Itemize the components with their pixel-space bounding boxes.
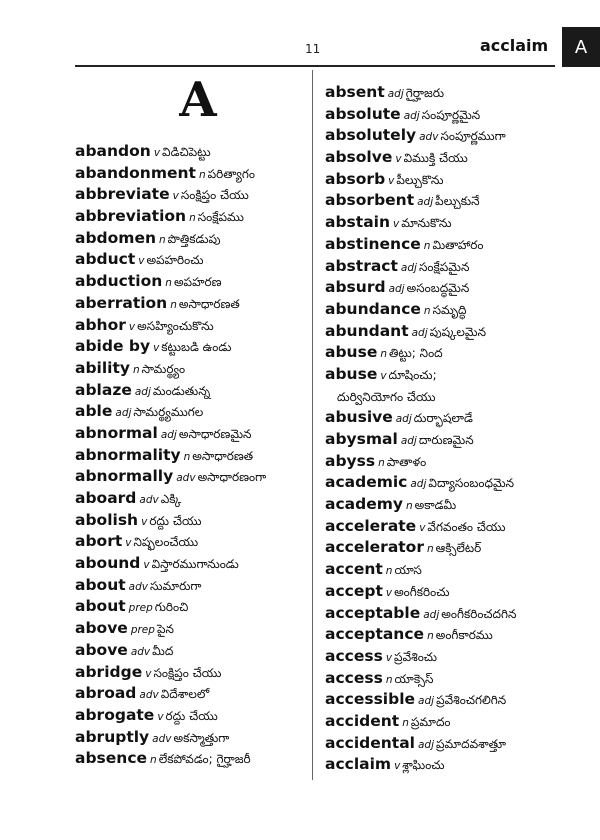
entry-part-of-speech: prep xyxy=(130,624,155,637)
header-rule xyxy=(75,65,555,67)
entry-part-of-speech: adj xyxy=(411,326,428,339)
entry-part-of-speech: adj xyxy=(410,478,427,491)
entry-headword: abundance xyxy=(325,299,421,318)
entry-part-of-speech: adj xyxy=(418,695,435,708)
dictionary-entry xyxy=(325,450,585,472)
entry-translation: దుర్భాషలాడే xyxy=(413,411,473,426)
dictionary-entry xyxy=(325,710,585,732)
entry-translation: రద్దు చేయు xyxy=(165,708,218,723)
entry-headword: aboard xyxy=(75,489,137,507)
entry-headword: acceptance xyxy=(325,625,425,644)
entry-headword: accept xyxy=(325,581,383,600)
dictionary-entry xyxy=(75,661,307,683)
dictionary-entry xyxy=(75,162,307,184)
entry-part-of-speech: n xyxy=(405,500,413,513)
entry-headword: abound xyxy=(75,554,141,573)
entry-translation: మితాహారం xyxy=(432,237,484,252)
entry-part-of-speech: n xyxy=(159,233,166,246)
entry-headword: absence xyxy=(75,749,148,768)
entry-headword: ablaze xyxy=(75,380,132,399)
entry-translation: దారుణమైన xyxy=(418,433,474,447)
entry-part-of-speech: adj xyxy=(400,261,417,274)
entry-part-of-speech: n xyxy=(402,716,409,729)
entry-part-of-speech: n xyxy=(150,754,157,767)
entry-translation: సంపూర్ణమైన xyxy=(421,107,481,122)
entry-translation: అపహరించు xyxy=(146,253,204,268)
entry-part-of-speech: adj xyxy=(417,196,434,209)
dictionary-entry xyxy=(325,623,585,645)
entry-part-of-speech: adj xyxy=(395,413,412,426)
entry-translation: విద్యాసంబంధమైన xyxy=(428,476,515,491)
dictionary-entry xyxy=(75,726,307,748)
entry-part-of-speech: adj xyxy=(160,428,177,441)
entry-translation: సమృద్ధి xyxy=(432,302,467,317)
entry-translation: సుమారుగా xyxy=(149,578,202,593)
entry-headword: abbreviation xyxy=(75,207,187,226)
entry-headword: abstract xyxy=(325,256,398,275)
entry-translation: అంగీకరించదగిన xyxy=(441,606,517,621)
entry-part-of-speech: v xyxy=(380,369,387,382)
entry-part-of-speech: n xyxy=(385,673,393,686)
entry-headword: accent xyxy=(325,560,383,579)
entry-translation: గైర్హాజరు xyxy=(405,86,445,100)
entry-translation: నిష్ఫలంచేయు xyxy=(133,535,199,550)
dictionary-entry xyxy=(75,747,307,769)
entry-part-of-speech: adv xyxy=(139,494,159,506)
dictionary-entry xyxy=(325,233,585,255)
dictionary-entry xyxy=(75,509,307,531)
entry-headword: abundant xyxy=(325,321,409,340)
dictionary-entry xyxy=(75,248,307,270)
entry-part-of-speech: n xyxy=(189,212,196,225)
entry-translation: పుష్కలమైన xyxy=(429,324,487,339)
dictionary-entry xyxy=(325,276,585,298)
entry-headword: abbreviate xyxy=(75,185,170,204)
dictionary-entry xyxy=(325,536,585,558)
entry-headword: absolutely xyxy=(325,126,417,145)
entry-headword: academic xyxy=(325,473,408,492)
entry-translation: అసాధారణత xyxy=(192,448,254,463)
entry-translation: అసాధారణమైన xyxy=(178,426,252,441)
entry-part-of-speech: v xyxy=(145,667,152,680)
dictionary-entry xyxy=(75,227,307,249)
entry-headword: absorb xyxy=(325,169,386,188)
dictionary-entry xyxy=(325,406,585,428)
entry-headword: abandon xyxy=(75,142,151,160)
right-column xyxy=(325,81,585,775)
dictionary-entry xyxy=(75,335,307,357)
dictionary-entry xyxy=(325,515,585,537)
entry-headword: accelerator xyxy=(325,538,424,557)
entry-part-of-speech: adv xyxy=(419,131,439,144)
entry-headword: abolish xyxy=(75,510,139,529)
dictionary-entry xyxy=(75,270,307,292)
letter-tab: A xyxy=(562,27,600,67)
entry-headword: abort xyxy=(75,532,123,551)
entry-translation: ప్రమాదం xyxy=(410,714,451,729)
entry-translation: అంగీకారము xyxy=(435,628,493,643)
dictionary-entry xyxy=(75,379,307,401)
dictionary-entry xyxy=(75,400,307,422)
entry-headword: access xyxy=(325,668,383,687)
entry-part-of-speech: v xyxy=(125,537,132,550)
entry-headword: absorbent xyxy=(325,191,415,210)
entry-translation: పీల్చుకునే xyxy=(435,194,480,209)
entry-part-of-speech: v xyxy=(419,521,426,534)
entry-translation: ప్రవేశించు xyxy=(394,649,438,664)
entry-part-of-speech: n xyxy=(170,298,177,311)
entry-headword: abroad xyxy=(75,684,137,703)
section-letter-heading: A xyxy=(179,72,217,128)
dictionary-entry xyxy=(325,471,585,493)
entry-headword: accelerate xyxy=(325,516,417,535)
entry-headword: abstinence xyxy=(325,234,421,253)
entry-part-of-speech: v xyxy=(388,174,395,187)
entry-headword: aberration xyxy=(75,293,168,312)
entry-part-of-speech: adv xyxy=(128,580,148,593)
entry-headword: abnormal xyxy=(75,423,158,442)
entry-headword: acclaim xyxy=(325,755,392,774)
entry-part-of-speech: v xyxy=(138,255,145,268)
dictionary-entry xyxy=(75,617,307,639)
dictionary-entry xyxy=(75,140,307,162)
entry-headword: acceptable xyxy=(325,603,421,622)
entry-translation: కట్టుబడి ఉండు xyxy=(161,340,232,355)
dictionary-entry xyxy=(75,704,307,726)
entry-part-of-speech: adj xyxy=(400,435,417,447)
entry-headword: absurd xyxy=(325,278,386,297)
entry-part-of-speech: n xyxy=(380,348,387,361)
entry-translation: అకస్మాత్తుగా xyxy=(173,730,230,745)
entry-headword: abridge xyxy=(75,662,143,681)
dictionary-entry xyxy=(75,682,307,704)
entry-part-of-speech: v xyxy=(385,586,393,599)
entry-part-of-speech: adv xyxy=(176,472,196,485)
entry-headword: accident xyxy=(325,711,400,730)
entry-translation: ఎక్కి xyxy=(160,492,182,506)
dictionary-entry xyxy=(325,124,585,146)
entry-headword: abnormally xyxy=(75,467,174,486)
entry-translation: అపహరణ xyxy=(173,275,222,290)
entry-translation: ప్రమాదవశాత్తూ xyxy=(436,736,507,751)
dictionary-entry xyxy=(325,667,585,689)
dictionary-entry xyxy=(75,314,307,336)
entry-headword: abyss xyxy=(325,451,376,470)
entry-translation: అసహ్యించుకొను xyxy=(137,318,214,333)
entry-translation: విదేశాలలో xyxy=(160,687,210,702)
entry-translation: పీల్చుకొను xyxy=(396,172,444,187)
entry-part-of-speech: n xyxy=(378,456,385,469)
left-column xyxy=(75,140,307,769)
entry-translation: సంక్షేపము xyxy=(197,210,244,225)
entry-part-of-speech: v xyxy=(141,515,148,528)
entry-translation: సంక్షిప్తం చేయు xyxy=(180,188,249,203)
entry-part-of-speech: v xyxy=(394,760,401,773)
entry-headword: able xyxy=(75,402,113,421)
entry-part-of-speech: adj xyxy=(387,88,404,100)
entry-translation: గురించి xyxy=(154,600,189,615)
entry-headword: about xyxy=(75,597,126,616)
entry-headword: above xyxy=(75,640,128,659)
entry-headword: ability xyxy=(75,358,131,377)
dictionary-entry xyxy=(325,211,585,233)
guide-word: acclaim xyxy=(480,36,549,55)
entry-part-of-speech: n xyxy=(165,277,172,290)
dictionary-entry xyxy=(75,574,307,596)
dictionary-entry xyxy=(325,688,585,710)
entry-translation: పొత్తికడుపు xyxy=(167,231,221,246)
entry-translation: మానుకొను xyxy=(401,216,452,231)
entry-translation: మండుతున్న xyxy=(152,383,211,398)
dictionary-entry xyxy=(325,385,585,407)
entry-translation: పాతాళం xyxy=(386,454,427,469)
dictionary-entry xyxy=(75,292,307,314)
entry-translation: దూషించు; xyxy=(388,367,437,382)
dictionary-entry xyxy=(325,146,585,168)
entry-headword: abuse xyxy=(325,343,378,362)
entry-part-of-speech: v xyxy=(157,710,164,723)
dictionary-entry xyxy=(325,81,585,103)
entry-headword: access xyxy=(325,646,383,665)
entry-part-of-speech: adj xyxy=(403,109,420,122)
dictionary-entry xyxy=(325,732,585,754)
entry-headword: accessible xyxy=(325,690,416,709)
entry-headword: abhor xyxy=(75,315,126,334)
entry-part-of-speech: v xyxy=(393,218,400,231)
entry-translation: యాక్సెస్ xyxy=(394,671,434,686)
dictionary-entry xyxy=(325,558,585,580)
entry-part-of-speech: v xyxy=(395,153,402,166)
entry-headword: abusive xyxy=(325,408,393,427)
entry-part-of-speech: n xyxy=(426,543,434,556)
dictionary-entry xyxy=(325,103,585,125)
entry-part-of-speech: adj xyxy=(134,385,151,398)
entry-part-of-speech: n xyxy=(427,630,434,643)
dictionary-entry xyxy=(325,320,585,342)
entry-translation: శ్లాఘించు xyxy=(402,758,445,773)
entry-headword: accidental xyxy=(325,733,415,752)
entry-translation: దుర్వినియోగం చేయు xyxy=(337,389,436,404)
entry-part-of-speech: n xyxy=(385,565,393,578)
entry-part-of-speech: v xyxy=(143,559,150,572)
entry-translation: సంక్షేపమైన xyxy=(418,259,470,274)
entry-headword: abstain xyxy=(325,213,390,232)
entry-part-of-speech: adv xyxy=(130,645,151,658)
dictionary-entry xyxy=(75,552,307,574)
entry-translation: మీద xyxy=(152,643,174,658)
entry-headword: abduct xyxy=(75,250,136,269)
dictionary-entry xyxy=(325,341,585,363)
entry-headword: absent xyxy=(325,83,385,101)
entry-part-of-speech: n xyxy=(423,304,431,317)
entry-part-of-speech: adj xyxy=(417,738,435,751)
entry-part-of-speech: n xyxy=(183,450,191,463)
entry-part-of-speech: v xyxy=(153,147,161,159)
dictionary-entry xyxy=(75,444,307,466)
entry-headword: abduction xyxy=(75,272,163,291)
entry-part-of-speech: adv xyxy=(152,732,172,745)
entry-part-of-speech: adv xyxy=(139,689,159,702)
page-number: 11 xyxy=(305,42,321,56)
entry-headword: abruptly xyxy=(75,727,150,746)
dictionary-entry xyxy=(75,422,307,444)
entry-headword: about xyxy=(75,575,126,594)
entry-headword: above xyxy=(75,619,128,638)
entry-headword: abdomen xyxy=(75,228,156,247)
entry-part-of-speech: adj xyxy=(115,407,132,420)
entry-part-of-speech: adj xyxy=(388,283,405,296)
dictionary-entry xyxy=(325,298,585,320)
entry-translation: అసాధారణత xyxy=(178,296,240,311)
entry-translation: సామర్థ్యం xyxy=(141,361,186,376)
dictionary-entry xyxy=(75,465,307,487)
dictionary-entry xyxy=(75,639,307,661)
entry-part-of-speech: prep xyxy=(128,602,153,615)
entry-translation: అసంబద్ధమైన xyxy=(406,281,470,296)
entry-translation: విస్తారముగానుండు xyxy=(151,557,239,572)
entry-part-of-speech: v xyxy=(172,190,179,203)
dictionary-entry xyxy=(75,183,307,205)
entry-translation: విడిచిపెట్టు xyxy=(162,145,211,159)
entry-headword: abnormality xyxy=(75,445,181,464)
dictionary-entry xyxy=(325,363,585,385)
entry-translation: తిట్టు; నింద xyxy=(388,346,443,361)
entry-headword: abuse xyxy=(325,364,378,383)
column-divider xyxy=(312,70,313,780)
entry-headword: abysmal xyxy=(325,430,398,448)
dictionary-entry xyxy=(325,602,585,624)
entry-translation: ప్రవేశించగలిగిన xyxy=(436,693,507,708)
dictionary-entry xyxy=(325,753,585,775)
entry-part-of-speech: n xyxy=(423,239,431,252)
entry-headword: abandonment xyxy=(75,163,196,182)
dictionary-entry xyxy=(325,645,585,667)
entry-part-of-speech: n xyxy=(198,168,206,181)
entry-translation: పరిత్యాగం xyxy=(207,166,255,181)
entry-part-of-speech: n xyxy=(133,363,140,376)
dictionary-entry xyxy=(325,428,585,450)
entry-part-of-speech: v xyxy=(153,342,160,355)
dictionary-entry xyxy=(75,357,307,379)
entry-translation: విముక్తి చేయు xyxy=(403,151,468,166)
entry-translation: అంగీకరించు xyxy=(394,584,450,599)
dictionary-entry xyxy=(75,487,307,509)
entry-translation: లేకపోవడం; గైర్హాజరీ xyxy=(158,752,251,767)
entry-translation: సంక్షిప్తం చేయు xyxy=(153,665,222,680)
entry-headword: abrogate xyxy=(75,705,155,724)
entry-translation: అసాధారణంగా xyxy=(197,470,267,485)
dictionary-entry xyxy=(325,255,585,277)
entry-part-of-speech: v xyxy=(128,320,136,333)
entry-part-of-speech: adj xyxy=(423,608,440,621)
entry-translation: రద్దు చేయు xyxy=(149,513,202,528)
entry-part-of-speech: v xyxy=(385,651,393,664)
dictionary-entry xyxy=(325,189,585,211)
entry-headword: abide by xyxy=(75,337,151,356)
entry-headword: absolve xyxy=(325,148,393,167)
entry-headword: absolute xyxy=(325,104,401,123)
dictionary-entry xyxy=(325,168,585,190)
dictionary-entry xyxy=(325,493,585,515)
entry-translation: పైన xyxy=(156,622,174,637)
entry-translation: సంపూర్ణముగా xyxy=(440,129,506,144)
entry-headword: academy xyxy=(325,495,403,514)
entry-translation: యాస xyxy=(394,563,422,578)
dictionary-entry xyxy=(75,530,307,552)
dictionary-entry xyxy=(325,580,585,602)
entry-translation: సామర్థ్యముగల xyxy=(133,405,204,420)
entry-translation: ఆక్సిలేటర్ xyxy=(435,541,482,556)
entry-translation: వేగవంతం చేయు xyxy=(427,519,506,534)
dictionary-entry xyxy=(75,205,307,227)
entry-translation: అకాడమీ xyxy=(414,498,457,513)
dictionary-entry xyxy=(75,595,307,617)
